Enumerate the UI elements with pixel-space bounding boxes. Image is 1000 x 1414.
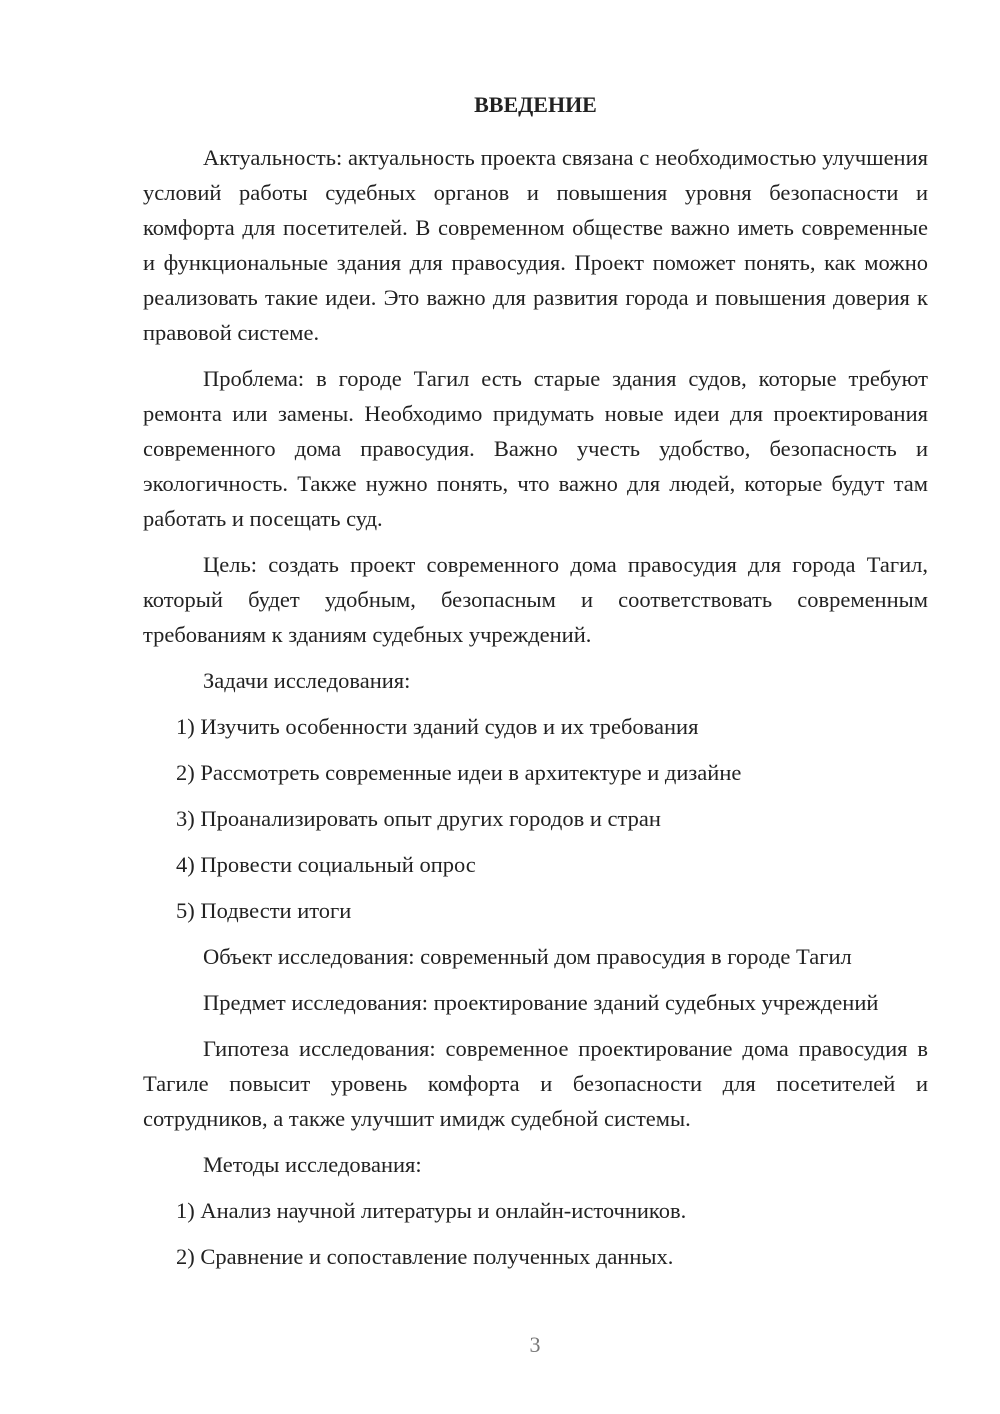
section-title: ВВЕДЕНИЕ (474, 92, 597, 117)
hypothesis-paragraph: Гипотеза исследования: современное проектирование дома правосудия в Тагиле повысит уровень комфорта и безопасности для посетителей и сотрудников, а также улучшит имидж судебной системы. (143, 1036, 928, 1131)
problem-paragraph: Проблема: в городе Тагил есть старые здания судов, которые требуют ремонта или замены. Необходимо придумать новые идеи для проектирования современного дома правосудия. Важно учесть удобство, безопасность и экологичность. Также нужно понять, что важно для людей, которые будут там работать и посещать суд. (143, 366, 928, 531)
task-item: 5) Подвести итоги (176, 898, 352, 923)
tasks-heading: Задачи исследования: (203, 668, 411, 693)
document-page (143, 90, 928, 1285)
task-item: 4) Провести социальный опрос (176, 852, 476, 877)
methods-heading: Методы исследования: (203, 1152, 422, 1177)
task-item: 1) Изучить особенности зданий судов и их требования (176, 714, 699, 739)
object-paragraph: Объект исследования: современный дом правосудия в городе Тагил (203, 944, 852, 969)
method-item: 1) Анализ научной литературы и онлайн-источников. (176, 1198, 687, 1223)
method-item: 2) Сравнение и сопоставление полученных данных. (176, 1244, 674, 1269)
relevance-paragraph: Актуальность: актуальность проекта связана с необходимостью улучшения условий работы судебных органов и повышения уровня безопасности и комфорта для посетителей. В современном обществе важно иметь современные и функциональные здания для правосудия. Проект поможет понять, как можно реализовать такие идеи. Это важно для развития города и повышения доверия к правовой системе. (143, 145, 928, 345)
task-item: 3) Проанализировать опыт других городов и стран (176, 806, 661, 831)
goal-paragraph: Цель: создать проект современного дома правосудия для города Тагил, который будет удобным, безопасным и соответствовать современным требованиям к зданиям судебных учреждений. (143, 552, 928, 647)
page-number: 3 (529, 1332, 541, 1357)
task-item: 2) Рассмотреть современные идеи в архитектуре и дизайне (176, 760, 742, 785)
subject-paragraph: Предмет исследования: проектирование зданий судебных учреждений (203, 990, 879, 1015)
